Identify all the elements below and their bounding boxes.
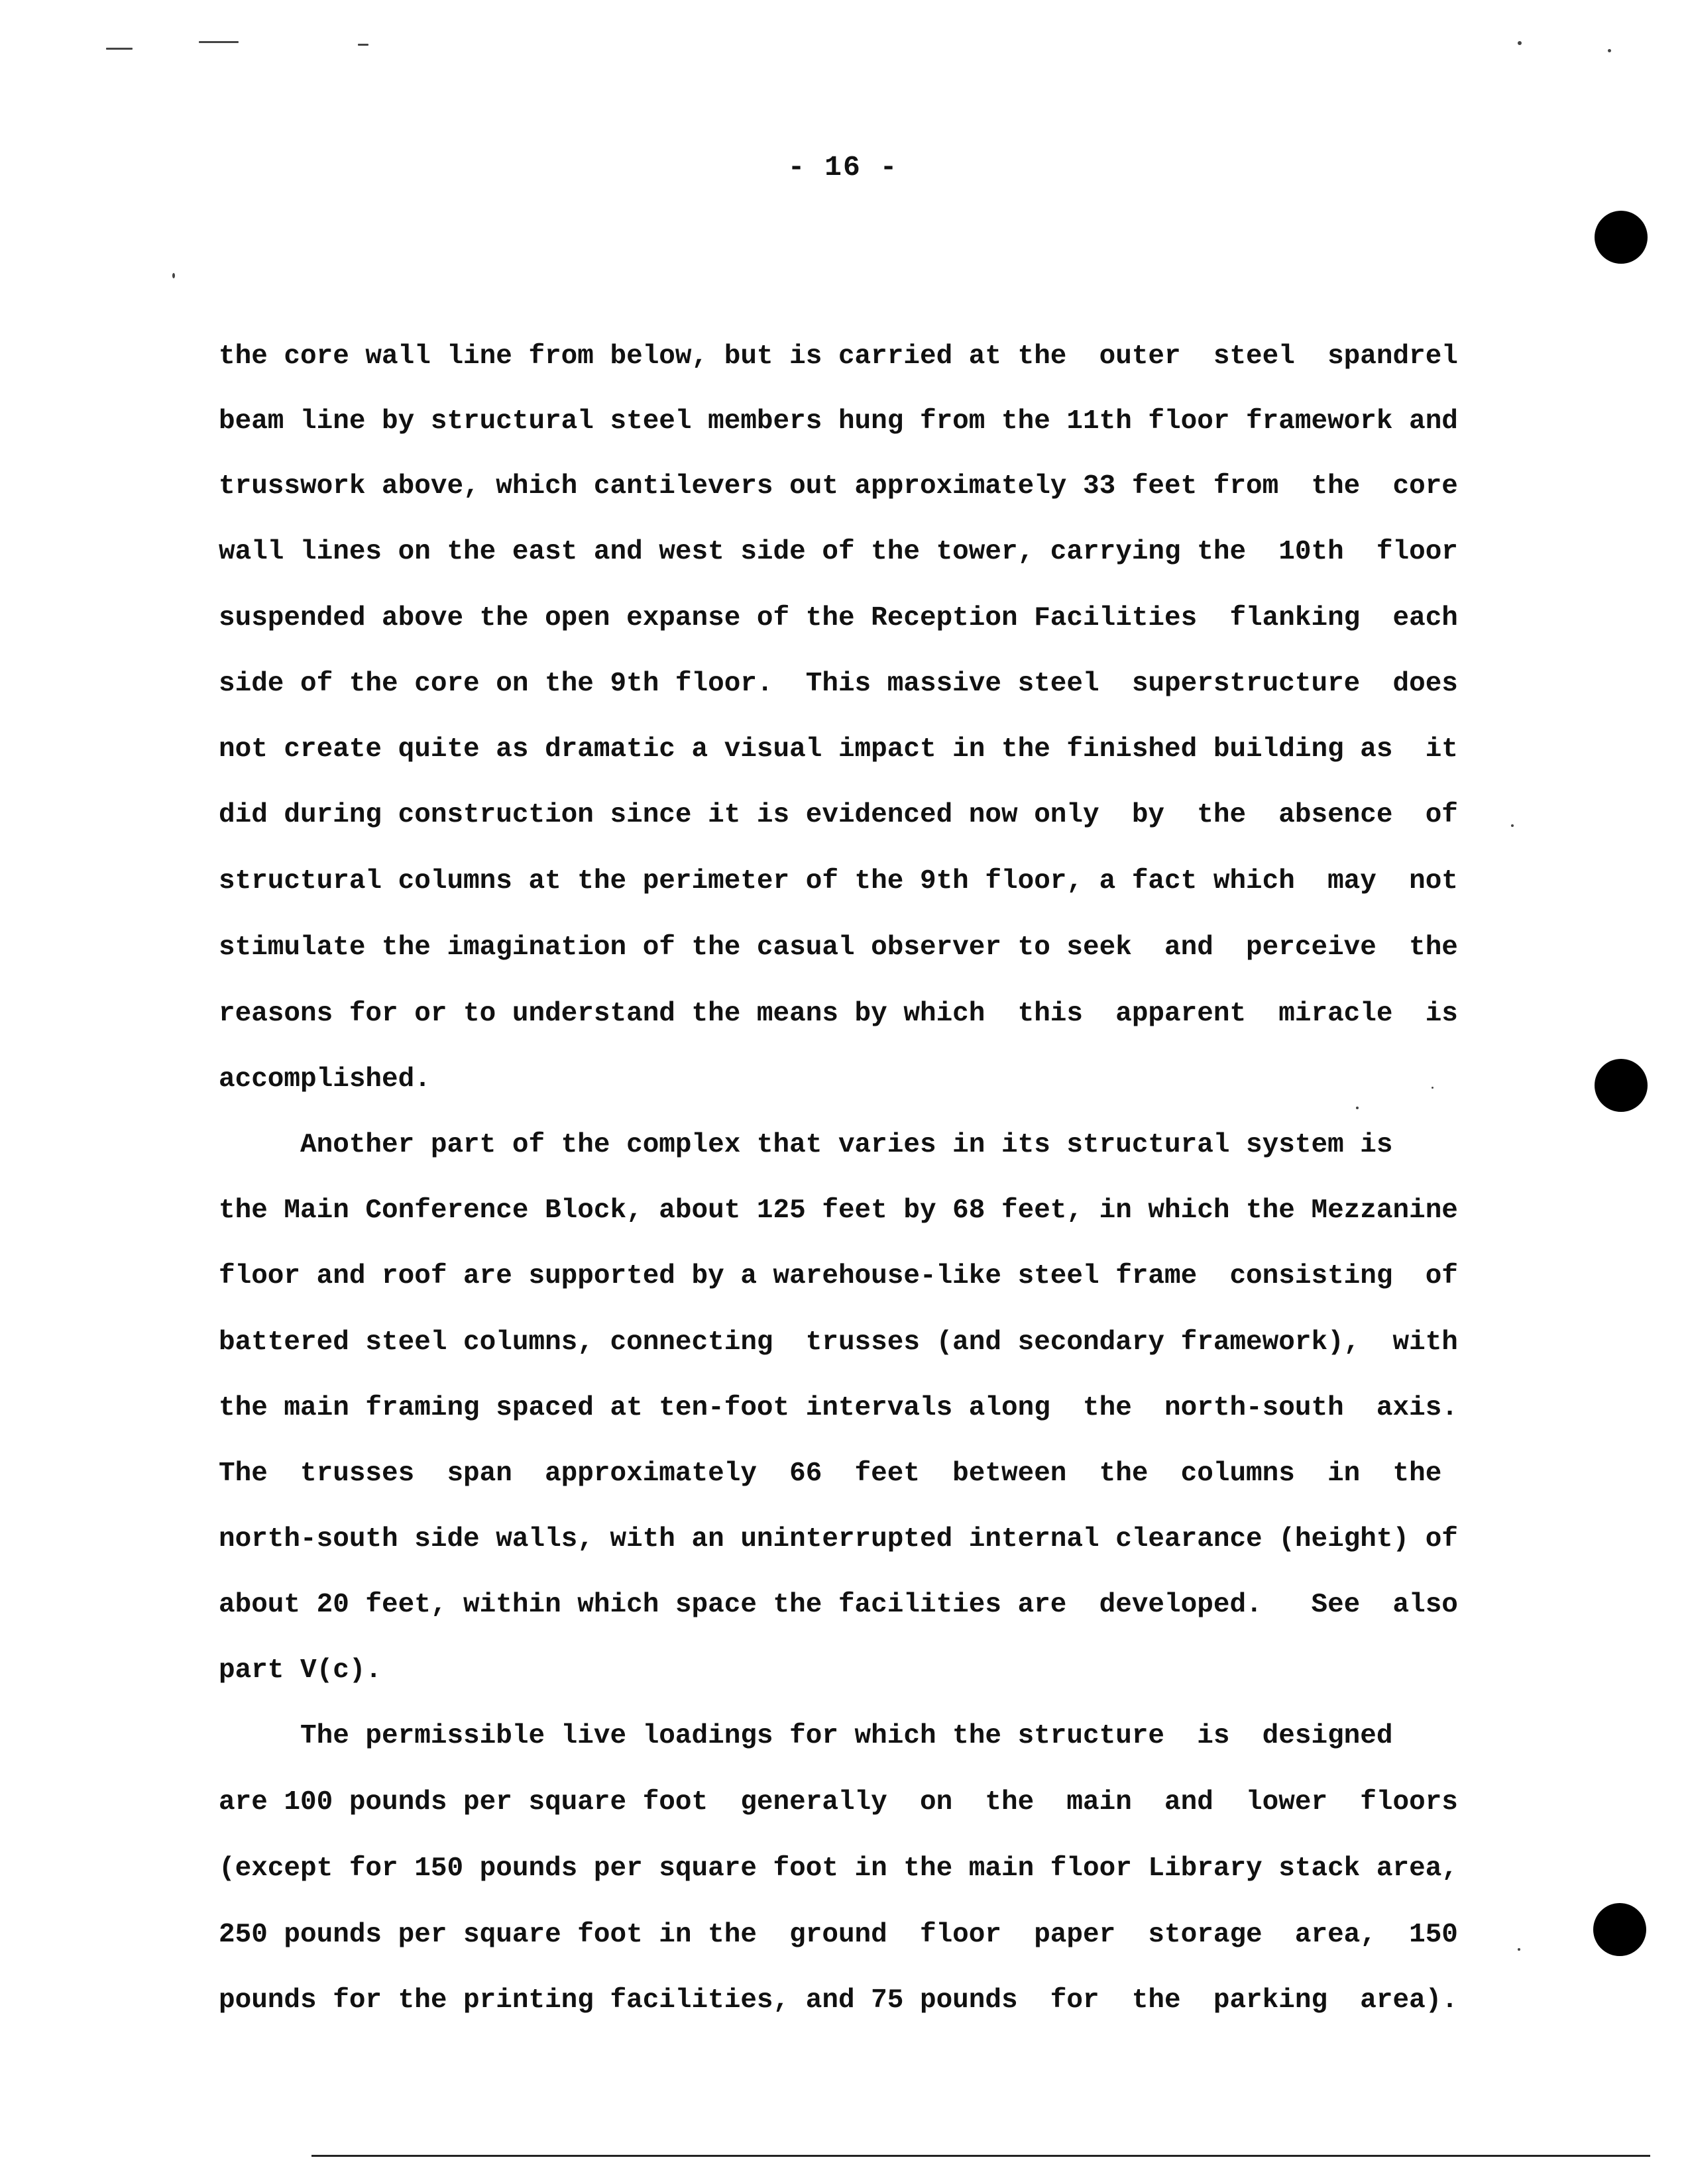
paragraph-2-line: battered steel columns, connecting trusses (and secondary framework), with [219,1327,1458,1358]
paragraph-2-line: about 20 feet, within which space the facilities are developed. See also [219,1590,1458,1620]
paragraph-1-line: structural columns at the perimeter of the 9th floor, a fact which may not [219,866,1458,897]
paragraph-2-line: the main framing spaced at ten-foot intervals along the north-south axis. [219,1393,1458,1423]
paragraph-1-line: did during construction since it is evidenced now only by the absence of [219,800,1458,830]
paragraph-1-line: side of the core on the 9th floor. This massive steel superstructure does [219,669,1458,699]
paragraph-2-line: north-south side walls, with an uninterrupted internal clearance (height) of [219,1524,1458,1555]
paragraph-1-line: stimulate the imagination of the casual observer to seek and perceive the [219,932,1458,963]
paragraph-1-line: not create quite as dramatic a visual impact in the finished building as it [219,734,1458,765]
paragraph-2-line: part V(c). [219,1655,382,1686]
punch-hole [1595,1059,1648,1112]
scan-speck [1608,49,1611,52]
scan-speck [358,44,368,46]
paragraph-1-line: beam line by structural steel members hung from the 11th floor framework and [219,406,1458,437]
paragraph-2-line: floor and roof are supported by a warehouse-like steel frame consisting of [219,1261,1458,1291]
bottom-edge-rule [311,2155,1650,2157]
scan-speck [1356,1107,1359,1109]
paragraph-1-line: reasons for or to understand the means by which this apparent miracle is [219,999,1458,1029]
paragraph-1-line: the core wall line from below, but is carried at the outer steel spandrel [219,341,1458,372]
scan-speck [1511,824,1514,827]
scan-speck [1518,41,1522,45]
paragraph-1-line: accomplished. [219,1064,431,1095]
paragraph-3-line: The permissible live loadings for which the structure is designed [219,1721,1393,1751]
paragraph-2-line: the Main Conference Block, about 125 feet by 68 feet, in which the Mezzanine [219,1195,1458,1226]
scan-speck [172,273,175,278]
paragraph-3-line: 250 pounds per square foot in the ground floor paper storage area, 150 [219,1920,1458,1950]
punch-hole [1595,211,1648,264]
paragraph-2-line: Another part of the complex that varies in its structural system is [219,1130,1393,1160]
paragraph-1-line: trusswork above, which cantilevers out approximately 33 feet from the core [219,471,1458,502]
paragraph-1-line: suspended above the open expanse of the Reception Facilities flanking each [219,603,1458,633]
paragraph-3-line: are 100 pounds per square foot generally on the main and lower floors [219,1787,1458,1818]
scan-speck [1518,1948,1520,1951]
paragraph-3-line: pounds for the printing facilities, and 75 pounds for the parking area). [219,1985,1458,2016]
paragraph-1-line: wall lines on the east and west side of the tower, carrying the 10th floor [219,537,1458,567]
scan-speck [106,48,133,50]
scan-speck [1432,1087,1433,1089]
paragraph-3-line: (except for 150 pounds per square foot in the main floor Library stack area, [219,1853,1458,1884]
punch-hole [1593,1903,1646,1956]
paragraph-2-line: The trusses span approximately 66 feet between the columns in the [219,1458,1442,1489]
page-number: - 16 - [787,151,899,184]
scan-speck [199,41,239,43]
